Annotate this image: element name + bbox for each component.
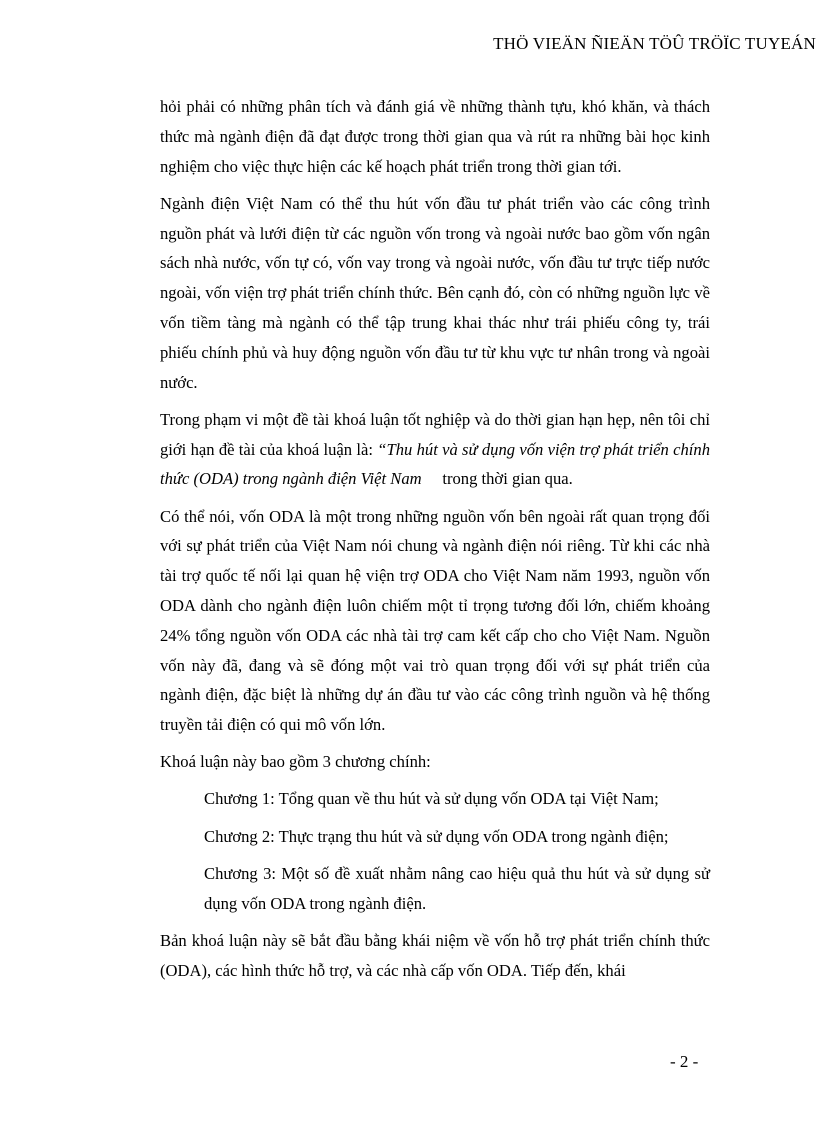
paragraph-chapters-intro: Khoá luận này bao gồm 3 chương chính: <box>160 752 431 772</box>
thesis-scope-end: trong thời gian qua. <box>421 469 573 489</box>
page-number: - 2 - <box>670 1052 699 1071</box>
chapter-1: Chương 1: Tổng quan về thu hút và sử dụng vốn ODA tại Việt Nam; <box>204 789 659 809</box>
paragraph-thesis-scope <box>160 405 710 494</box>
paragraph-oda-importance: Có thể nói, vốn ODA là một trong những nguồn vốn bên ngoài rất quan trọng đối với sự phát triển của Việt Nam nói chung và ngành điện nói riêng. Từ khi các nhà tài trợ quốc tế nối lại quan hệ viện trợ ODA cho Việt Nam năm 1993, nguồn vốn ODA dành cho ngành điện luôn chiếm một tỉ trọng tương đối lớn, chiếm khoảng 24% tổng nguồn vốn ODA các nhà tài trợ cam kết cấp cho cho Việt Nam. Nguồn vốn này đã, đang và sẽ đóng một vai trò quan trọng đối với sự phát triển của ngành điện, đặc biệt là những dự án đầu tư vào các công trình nguồn và hệ thống truyền tải điện có qui mô vốn lớn. <box>160 506 710 735</box>
paragraph-challenges: hỏi phải có những phân tích và đánh giá về những thành tựu, khó khăn, và thách thức mà ngành điện đã đạt được trong thời gian qua và rút ra những bài học kinh nghiệm cho việc thực hiện các kế hoạch phát triển trong thời gian tới. <box>160 97 710 176</box>
chapter-3: Chương 3: Một số đề xuất nhằm nâng cao hiệu quả thu hút và sử dụng sử dụng vốn ODA trong ngành điện. <box>204 863 710 913</box>
library-header: THÖ VIEÄN ÑIEÄN TÖÛ TRÖÏC TUYEÁN <box>493 34 816 53</box>
document-body <box>160 92 710 993</box>
chapter-2: Chương 2: Thực trạng thu hút và sử dụng vốn ODA trong ngành điện; <box>204 826 669 846</box>
paragraph-thesis-overview: Bản khoá luận này sẽ bắt đầu bằng khái niệm về vốn hỗ trợ phát triển chính thức (ODA), các hình thức hỗ trợ, và các nhà cấp vốn ODA. Tiếp đến, khái <box>160 930 710 980</box>
thesis-scope-text: Trong phạm vi một đề tài khoá luận tốt nghiệp và do thời gian hạn hẹp, nên tôi chỉ giới hạn đề tài của khoá luận là: <box>160 409 710 459</box>
paragraph-capital-sources: Ngành điện Việt Nam có thể thu hút vốn đầu tư phát triển vào các công trình nguồn phát và lưới điện từ các nguồn vốn trong và ngoài nước bao gồm vốn ngân sách nhà nước, vốn tự có, vốn vay trong và ngoài nước, vốn đầu tư trực tiếp nước ngoài, vốn viện trợ phát triển chính thức. Bên cạnh đó, còn có những nguồn lực về vốn tiềm tàng mà ngành có thể tập trung khai thác như trái phiếu công ty, trái phiếu chính phủ và huy động nguồn vốn đầu tư từ khu vực tư nhân trong và ngoài nước. <box>160 193 710 392</box>
thesis-title: “Thu hút và sử dụng vốn viện trợ phát triển chính thức (ODA) trong ngành điện Việt Nam <box>160 439 711 489</box>
